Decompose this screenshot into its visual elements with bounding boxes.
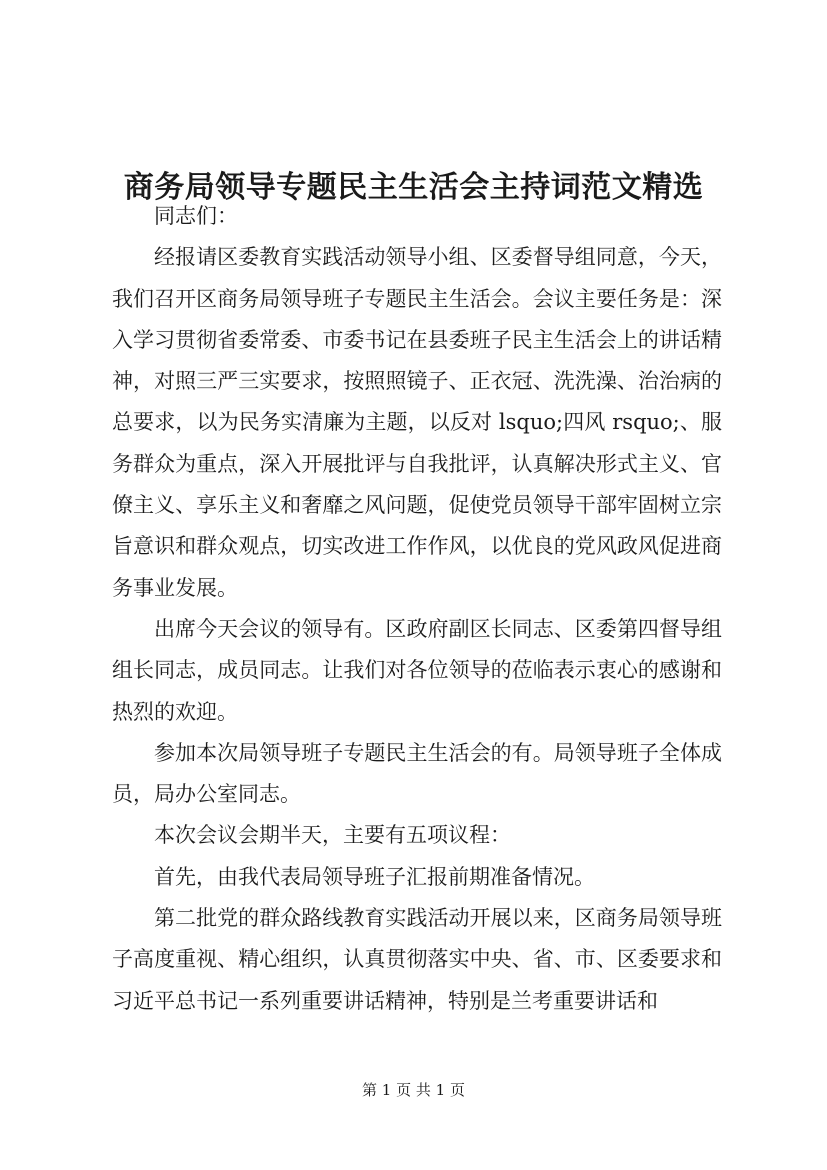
paragraph-participants: 参加本次局领导班子专题民主生活会的有。局领导班子全体成员，局办公室同志。 — [112, 740, 722, 807]
paragraph-agenda-first: 首先，由我代表局领导班子汇报前期准备情况。 — [154, 864, 595, 889]
paragraph-salutation: 同志们： — [154, 204, 238, 228]
paragraph-activity-summary: 第二批党的群众路线教育实践活动开展以来，区商务局领导班子高度重视、精心组织，认真贯彻落实中央、省、市、区委要求和习近平总书记一系列重要讲话精神，特别是兰考重要讲话和 — [112, 906, 722, 1013]
document-body — [112, 196, 722, 1022]
paragraph-agenda-intro: 本次会议会期半天，主要有五项议程： — [154, 823, 511, 848]
paragraph-meeting-purpose: 经报请区委教育实践活动领导小组、区委督导组同意，今天，我们召开区商务局领导班子专题民主生活会。会议主要任务是：深入学习贯彻省委常委、市委书记在县委班子民主生活会上的讲话精神，对照三严三实要求，按照照镜子、正衣冠、洗洗澡、治治病的总要求，以为民务实清廉为主题，以反对 lsquo;四风 rsquo;、服务群众为重点，深入开展批评与自我批评，认真解决形式主义、官僚主义、享乐主义和奢靡之风问题，促使党员领导干部牢固树立宗旨意识和群众观点，切实改进工作作风，以优良的党风政风促进商务事业发展。 — [112, 245, 722, 600]
paragraph-attending-leaders: 出席今天会议的领导有。区政府副区长同志、区委第四督导组组长同志，成员同志。让我们对各位领导的莅临表示衷心的感谢和热烈的欢迎。 — [112, 616, 722, 724]
document-title: 商务局领导专题民主生活会主持词范文精选 — [123, 170, 704, 206]
page-number-footer: 第 1 页 共 1 页 — [362, 1081, 465, 1099]
